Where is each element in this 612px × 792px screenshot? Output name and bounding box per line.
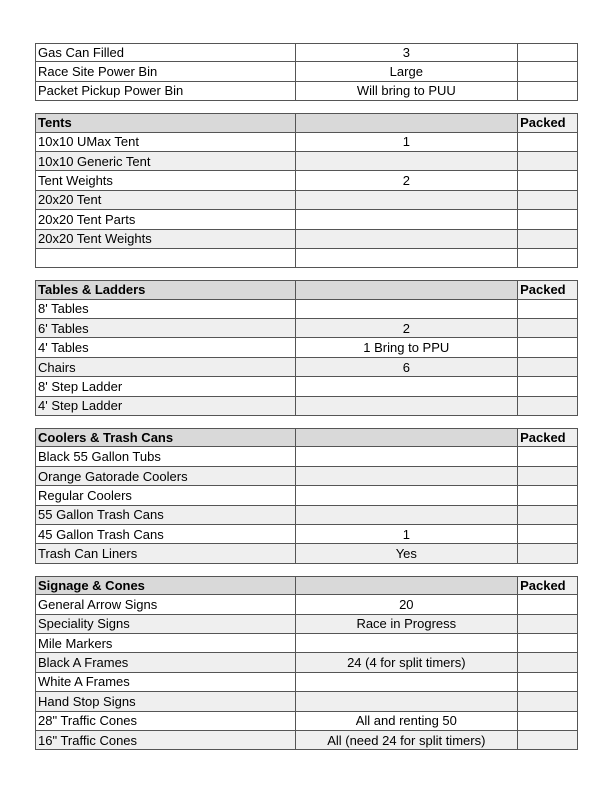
packed-cell[interactable] xyxy=(518,653,578,671)
quantity-cell[interactable] xyxy=(296,397,519,415)
packed-cell[interactable] xyxy=(518,377,578,395)
table-row xyxy=(35,653,578,672)
table-row xyxy=(35,467,578,486)
packed-cell[interactable] xyxy=(518,506,578,524)
section-title-cell[interactable]: Tables & Ladders xyxy=(36,281,296,298)
packed-cell[interactable] xyxy=(518,673,578,691)
table-row xyxy=(35,486,578,505)
item-name-cell[interactable] xyxy=(36,249,296,267)
quantity-cell[interactable] xyxy=(296,467,519,485)
item-name-cell[interactable]: 4' Tables xyxy=(36,338,296,356)
table-row xyxy=(35,43,578,62)
table-row xyxy=(35,152,578,171)
table-row xyxy=(35,615,578,634)
table-row xyxy=(35,397,578,416)
quantity-cell[interactable]: Large xyxy=(296,62,519,80)
table-row xyxy=(35,595,578,614)
packed-cell[interactable] xyxy=(518,338,578,356)
packed-cell[interactable] xyxy=(518,712,578,730)
packed-cell[interactable] xyxy=(518,249,578,267)
table-row xyxy=(35,377,578,396)
packed-cell[interactable] xyxy=(518,358,578,376)
table-row xyxy=(35,358,578,377)
packed-cell[interactable] xyxy=(518,133,578,151)
section-header-row xyxy=(35,113,578,132)
table-row xyxy=(35,319,578,338)
section-title-cell[interactable]: Signage & Cones xyxy=(36,577,296,594)
section-header-quantity-cell[interactable] xyxy=(296,114,519,131)
quantity-cell[interactable]: 20 xyxy=(296,595,519,613)
item-name-cell[interactable]: General Arrow Signs xyxy=(36,595,296,613)
item-name-cell[interactable]: Speciality Signs xyxy=(36,615,296,633)
packed-cell[interactable] xyxy=(518,300,578,318)
item-name-cell[interactable]: 20x20 Tent Weights xyxy=(36,230,296,248)
item-name-cell[interactable]: 16" Traffic Cones xyxy=(36,731,296,749)
packed-cell[interactable] xyxy=(518,319,578,337)
table-row xyxy=(35,133,578,152)
item-name-cell[interactable]: 20x20 Tent Parts xyxy=(36,210,296,228)
section-spacer xyxy=(35,268,578,280)
item-name-cell[interactable]: Race Site Power Bin xyxy=(36,62,296,80)
packed-cell[interactable] xyxy=(518,44,578,61)
quantity-cell[interactable]: 3 xyxy=(296,44,519,61)
table-row xyxy=(35,338,578,357)
quantity-cell[interactable]: 6 xyxy=(296,358,519,376)
quantity-cell[interactable]: Will bring to PUU xyxy=(296,82,519,100)
section-spacer xyxy=(35,416,578,428)
quantity-cell[interactable] xyxy=(296,447,519,465)
item-name-cell[interactable]: Trash Can Liners xyxy=(36,544,296,562)
item-name-cell[interactable]: 8' Tables xyxy=(36,300,296,318)
item-name-cell[interactable]: Orange Gatorade Coolers xyxy=(36,467,296,485)
table-row xyxy=(35,634,578,653)
table-row xyxy=(35,731,578,750)
packed-cell[interactable] xyxy=(518,634,578,652)
quantity-cell[interactable] xyxy=(296,673,519,691)
packing-list-sheet xyxy=(35,43,578,750)
quantity-cell[interactable] xyxy=(296,486,519,504)
quantity-cell[interactable] xyxy=(296,191,519,209)
quantity-cell[interactable]: 2 xyxy=(296,171,519,189)
item-name-cell[interactable]: 55 Gallon Trash Cans xyxy=(36,506,296,524)
quantity-cell[interactable]: All and renting 50 xyxy=(296,712,519,730)
packed-cell[interactable] xyxy=(518,447,578,465)
packed-cell[interactable] xyxy=(518,731,578,749)
table-row xyxy=(35,712,578,731)
packed-header-cell[interactable]: Packed xyxy=(518,281,578,298)
section-header-row xyxy=(35,576,578,595)
quantity-cell[interactable]: 2 xyxy=(296,319,519,337)
item-name-cell[interactable]: Regular Coolers xyxy=(36,486,296,504)
quantity-cell[interactable]: All (need 24 for split timers) xyxy=(296,731,519,749)
quantity-cell[interactable] xyxy=(296,210,519,228)
item-name-cell[interactable]: 10x10 UMax Tent xyxy=(36,133,296,151)
packed-header-cell[interactable]: Packed xyxy=(518,577,578,594)
packed-cell[interactable] xyxy=(518,152,578,170)
quantity-cell[interactable] xyxy=(296,152,519,170)
quantity-cell[interactable]: 1 xyxy=(296,133,519,151)
packed-header-cell[interactable]: Packed xyxy=(518,429,578,446)
quantity-cell[interactable] xyxy=(296,692,519,710)
packed-cell[interactable] xyxy=(518,615,578,633)
packed-cell[interactable] xyxy=(518,191,578,209)
section-spacer xyxy=(35,564,578,576)
table-row xyxy=(35,300,578,319)
table-row xyxy=(35,82,578,101)
item-name-cell[interactable]: Gas Can Filled xyxy=(36,44,296,61)
packed-cell[interactable] xyxy=(518,62,578,80)
item-name-cell[interactable]: 6' Tables xyxy=(36,319,296,337)
item-name-cell[interactable]: Packet Pickup Power Bin xyxy=(36,82,296,100)
table-row xyxy=(35,544,578,563)
table-row xyxy=(35,447,578,466)
table-row xyxy=(35,210,578,229)
item-name-cell[interactable]: White A Frames xyxy=(36,673,296,691)
table-row xyxy=(35,230,578,249)
section-title-cell[interactable]: Coolers & Trash Cans xyxy=(36,429,296,446)
packed-cell[interactable] xyxy=(518,210,578,228)
quantity-cell[interactable]: 24 (4 for split timers) xyxy=(296,653,519,671)
table-row xyxy=(35,506,578,525)
packed-cell[interactable] xyxy=(518,171,578,189)
section-header-row xyxy=(35,280,578,299)
packed-cell[interactable] xyxy=(518,544,578,562)
quantity-cell[interactable] xyxy=(296,230,519,248)
quantity-cell[interactable] xyxy=(296,249,519,267)
section-spacer xyxy=(35,101,578,113)
table-row xyxy=(35,525,578,544)
quantity-cell[interactable]: Race in Progress xyxy=(296,615,519,633)
item-name-cell[interactable]: 45 Gallon Trash Cans xyxy=(36,525,296,543)
quantity-cell[interactable] xyxy=(296,377,519,395)
packed-cell[interactable] xyxy=(518,467,578,485)
item-name-cell[interactable]: Black 55 Gallon Tubs xyxy=(36,447,296,465)
packed-cell[interactable] xyxy=(518,595,578,613)
section-header-quantity-cell[interactable] xyxy=(296,429,519,446)
packed-cell[interactable] xyxy=(518,230,578,248)
packed-cell[interactable] xyxy=(518,82,578,100)
item-name-cell[interactable]: 28" Traffic Cones xyxy=(36,712,296,730)
item-name-cell[interactable]: Black A Frames xyxy=(36,653,296,671)
quantity-cell[interactable] xyxy=(296,300,519,318)
item-name-cell[interactable]: Hand Stop Signs xyxy=(36,692,296,710)
section-header-row xyxy=(35,428,578,447)
table-row xyxy=(35,171,578,190)
quantity-cell[interactable]: 1 Bring to PPU xyxy=(296,338,519,356)
item-name-cell[interactable]: 4' Step Ladder xyxy=(36,397,296,415)
quantity-cell[interactable] xyxy=(296,506,519,524)
item-name-cell[interactable]: Chairs xyxy=(36,358,296,376)
packed-cell[interactable] xyxy=(518,486,578,504)
item-name-cell[interactable]: Mile Markers xyxy=(36,634,296,652)
quantity-cell[interactable] xyxy=(296,634,519,652)
table-row xyxy=(35,673,578,692)
table-row xyxy=(35,249,578,268)
packed-cell[interactable] xyxy=(518,397,578,415)
section-header-quantity-cell[interactable] xyxy=(296,281,519,298)
section-header-quantity-cell[interactable] xyxy=(296,577,519,594)
item-name-cell[interactable]: 20x20 Tent xyxy=(36,191,296,209)
table-row xyxy=(35,191,578,210)
packed-cell[interactable] xyxy=(518,692,578,710)
section-title-cell[interactable]: Tents xyxy=(36,114,296,131)
packed-cell[interactable] xyxy=(518,525,578,543)
table-row xyxy=(35,692,578,711)
quantity-cell[interactable]: Yes xyxy=(296,544,519,562)
table-row xyxy=(35,62,578,81)
item-name-cell[interactable]: Tent Weights xyxy=(36,171,296,189)
packed-header-cell[interactable]: Packed xyxy=(518,114,578,131)
item-name-cell[interactable]: 10x10 Generic Tent xyxy=(36,152,296,170)
quantity-cell[interactable]: 1 xyxy=(296,525,519,543)
item-name-cell[interactable]: 8' Step Ladder xyxy=(36,377,296,395)
